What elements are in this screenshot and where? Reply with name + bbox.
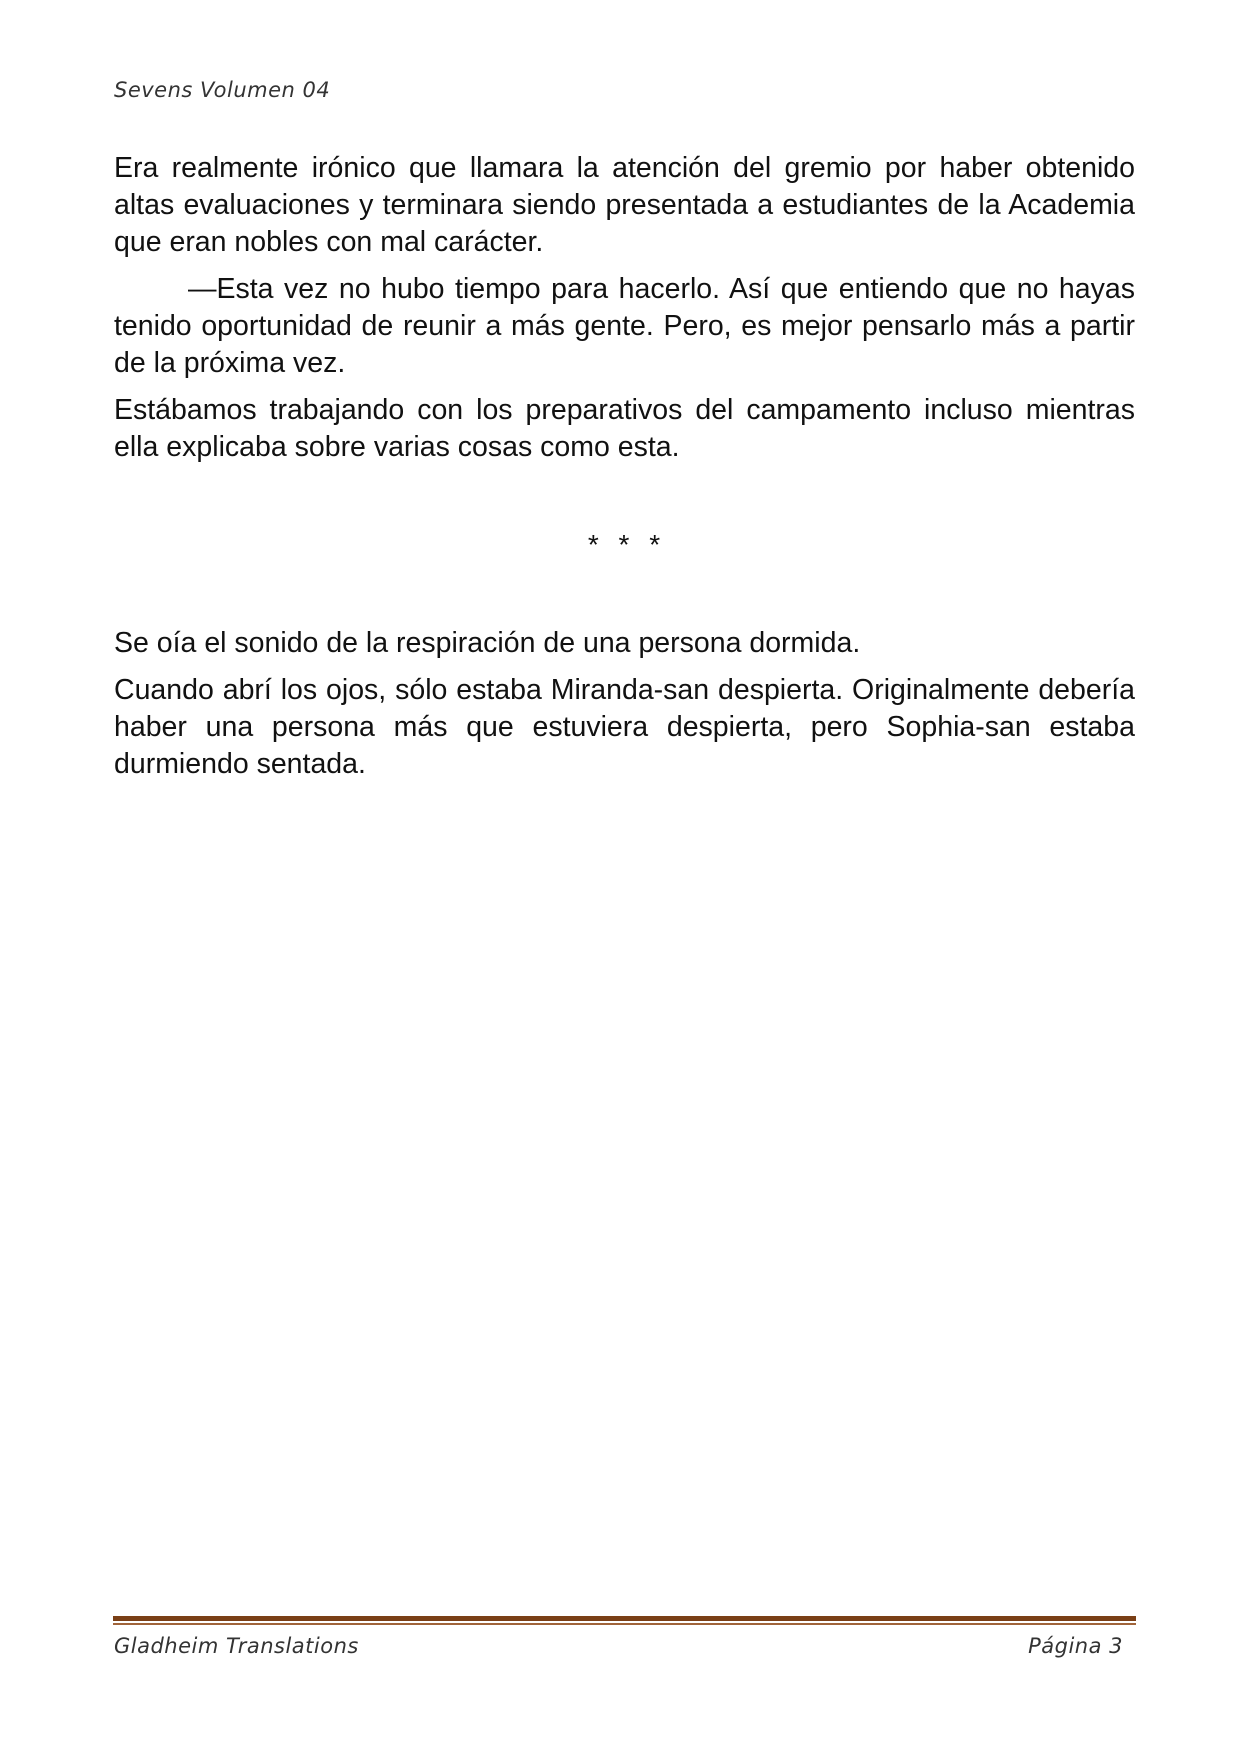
paragraph: Estábamos trabajando con los preparativos del campamento incluso mientras ella explicaba sobre varias cosas como esta.	[114, 394, 1135, 463]
paragraph: Se oía el sonido de la respiración de una persona dormida.	[114, 627, 861, 659]
dialogue-paragraph: —Esta vez no hubo tiempo para hacerlo. Así que entiendo que no hayas tenido oportunidad de reunir a más gente. Pero, es mejor pensarlo más a partir de la próxima vez.	[114, 273, 1135, 379]
paragraph: Cuando abrí los ojos, sólo estaba Miranda-san despierta. Originalmente debería haber una persona más que estuviera despierta, pero Sophia-san estaba durmiendo sentada.	[114, 674, 1135, 780]
running-header: Sevens Volumen 04	[114, 78, 331, 102]
footer-divider-thin-line	[113, 1623, 1136, 1625]
scene-break: * * *	[587, 529, 667, 560]
footer-divider-thick-line	[113, 1616, 1136, 1621]
paragraph: Era realmente irónico que llamara la atención del gremio por haber obtenido altas evaluaciones y terminara siendo presentada a estudiantes de la Academia que eran nobles con mal carácter.	[114, 152, 1135, 258]
footer-divider	[113, 1616, 1136, 1625]
footer-page-number: Página 3	[1028, 1634, 1123, 1658]
footer-publisher: Gladheim Translations	[114, 1634, 359, 1658]
body-text	[114, 150, 1135, 793]
